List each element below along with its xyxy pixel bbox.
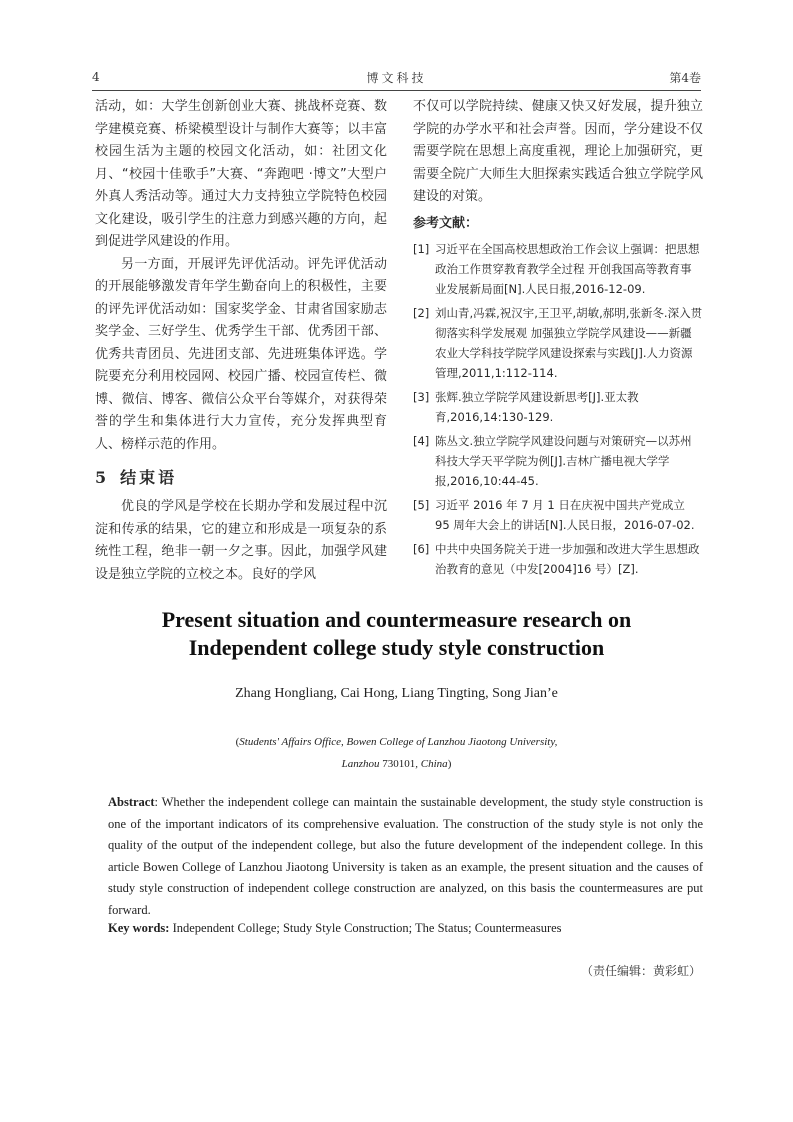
reference-text: 中共中央国务院关于进一步加强和改进大学生思想政治教育的意见（中发[2004]16 号）[Z]. xyxy=(435,541,700,576)
section-number: 5 xyxy=(95,468,107,487)
reference-text: 陈丛文.独立学院学风建设问题与对策研究—以苏州科技大学天平学院为例[J].吉林广播电视大学学报,2016,10:44-45. xyxy=(435,433,692,488)
affiliation-city: Lanzhou xyxy=(341,758,380,770)
reference-item xyxy=(413,495,703,535)
section-heading xyxy=(95,466,387,490)
english-keywords xyxy=(108,918,703,940)
reference-list xyxy=(413,239,703,579)
reference-index: [1] xyxy=(413,241,430,256)
left-column xyxy=(95,96,387,586)
page-number: 4 xyxy=(92,70,100,84)
volume-label: 第4卷 xyxy=(669,71,701,85)
reference-text: 刘山青,冯霖,祝汉宇,王卫平,胡敏,郝明,张新冬.深入贯彻落实科学发展观 加强独立学院学风建设——新疆农业大学科技学院学风建设探索与实践[J].人力资源管理,2011,1:112-114. xyxy=(435,305,703,380)
keywords-label: Key words: xyxy=(108,921,170,935)
references-heading: 参考文献： xyxy=(413,215,479,231)
english-affiliation: (Students' Affairs Office, Bowen College of Lanzhou Jiaotong University, Lanzhou 730101, China) xyxy=(235,736,558,770)
header-rule xyxy=(92,90,701,91)
affiliation-postcode: 730101 xyxy=(379,758,416,770)
reference-index: [6] xyxy=(413,541,430,556)
affiliation-country: , China xyxy=(415,758,448,770)
affiliation-line-1: Students' Affairs Office, Bowen College of Lanzhou Jiaotong University, xyxy=(239,736,558,748)
abstract-label: Abstract xyxy=(108,795,155,809)
english-title-line-2: Independent college study style construction xyxy=(188,635,605,660)
reference-item xyxy=(413,539,703,579)
reference-item xyxy=(413,387,703,427)
left-paragraph-2: 另一方面，开展评先评优活动。评先评优活动的开展能够激发青年学生勤奋向上的积极性，主要的评先评优活动如：国家奖学金、甘肃省国家励志奖学金、三好学生、优秀学生干部、优秀团干部、优秀共青团员、先进团支部、先进班集体评选。学院要充分利用校园网、校园广播、校园宣传栏、微博、微信、博客、微信公众平台等媒介，对获得荣誉的学生和集体进行大力宣传，充分发挥典型育人、榜样示范的作用。 xyxy=(95,256,387,452)
running-header xyxy=(92,66,701,86)
english-title-line-1: Present situation and countermeasure research on xyxy=(161,607,632,632)
english-abstract xyxy=(108,792,703,921)
right-paragraph-1: 不仅可以学院持续、健康又快又好发展，提升独立学院的办学水平和社会声誉。因而，学分建设不仅需要学院在思想上高度重视，理论上加强研究，更需要全院广大师生大胆探索实践适合独立学院学风建设的对策。 xyxy=(413,99,703,204)
left-paragraph-1: 活动，如：大学生创新创业大赛、挑战杯竞赛、数学建模竞赛、桥梁模型设计与制作大赛等；以丰富校园生活为主题的校园文化活动，如：社团文化月、“校园十佳歌手”大赛、“奔跑吧 ·博文”大型户外真人秀活动等。通过大力支持独立学院特色校园文化建设，吸引学生的注意力到感兴趣的方向，起到促进学风建设的作用。 xyxy=(95,99,387,249)
reference-index: [4] xyxy=(413,433,430,448)
english-authors: Zhang Hongliang, Cai Hong, Liang Tingting, Song Jian’e xyxy=(235,686,558,701)
reference-item xyxy=(413,303,703,383)
reference-text: 习近平 2016 年 7 月 1 日在庆祝中国共产党成立 95 周年大会上的讲话[N].人民日报，2016-07-02. xyxy=(435,497,695,532)
journal-name: 博文科技 xyxy=(366,71,427,85)
reference-index: [2] xyxy=(413,305,430,320)
right-column xyxy=(413,96,703,583)
responsible-editor: （责任编辑：黄彩虹） xyxy=(580,964,701,978)
left-paragraph-3: 优良的学风是学校在长期办学和发展过程中沉淀和传承的结果，它的建立和形成是一项复杂的系统性工程，绝非一朝一夕之事。因此，加强学风建设是独立学院的立校之本。良好的学风 xyxy=(95,499,387,582)
reference-text: 习近平在全国高校思想政治工作会议上强调：把思想政治工作贯穿教育教学全过程 开创我国高等教育事业发展新局面[N].人民日报,2016-12-09. xyxy=(435,241,700,296)
reference-item xyxy=(413,431,703,491)
reference-item xyxy=(413,239,703,299)
reference-index: [5] xyxy=(413,497,430,512)
reference-index: [3] xyxy=(413,389,430,404)
abstract-text: : Whether the independent college can maintain the sustainable development, the study style construction is one of the important indicators of its comprehensive evaluation. The construction of the study style is not only the quality of the output of the independent college, but also the future development of the independent college. In this article Bowen College of Lanzhou Jiaotong University is taken as an example, the present situation and the causes of study style construction of independent college construction are analyzed, on this basis the countermeasures are put forward. xyxy=(108,795,703,917)
reference-text: 张辉.独立学院学风建设新思考[J].亚太教育,2016,14:130-129. xyxy=(435,389,639,424)
english-title xyxy=(60,606,733,662)
keywords-text: Independent College; Study Style Construction; The Status; Countermeasures xyxy=(169,921,562,935)
section-title: 结束语 xyxy=(120,468,178,487)
